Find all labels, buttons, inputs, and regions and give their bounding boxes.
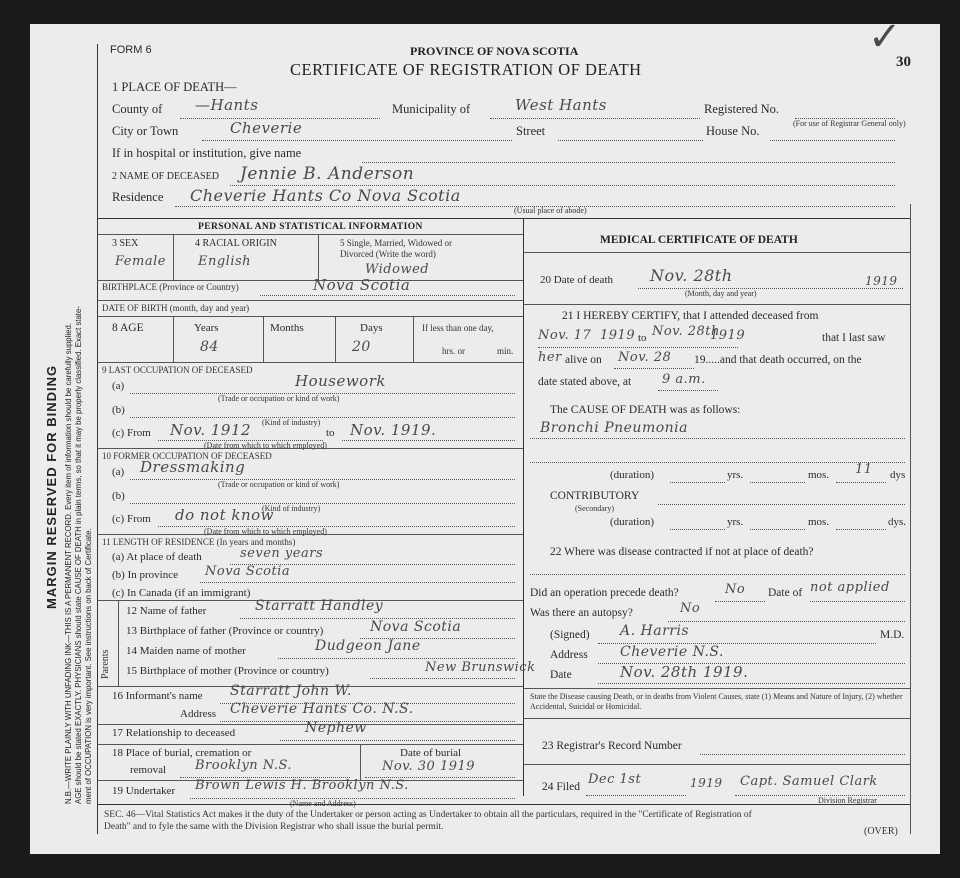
operation-label: Did an operation precede death? [530,587,679,599]
employed-note-1: (Date from which to which employed) [204,441,327,450]
age-months-label: Months [270,322,304,334]
last-occupation-value: Housework [295,372,386,390]
county-label: County of [112,102,163,116]
last-occ-b-label: (b) [112,404,125,416]
usual-abode-note: (Usual place of abode) [514,206,587,215]
informant-address-label: Address [180,708,217,720]
personal-info-heading: PERSONAL AND STATISTICAL INFORMATION [198,222,423,232]
industry-note-2: (Kind of industry) [262,504,321,513]
street-label: Street [516,124,546,138]
province-heading: PROVINCE OF NOVA SCOTIA [410,44,579,58]
municipality-label: Municipality of [392,102,471,116]
undertaker-value: Brown Lewis H. Brooklyn N.S. [195,778,409,793]
disease-contracted-label: 22 Where was disease contracted if not at place of death? [550,546,814,558]
filed-year: 1919 [690,776,723,790]
duration-dys-label-1: dys [890,469,906,481]
contributory-label: CONTRIBUTORY [550,490,640,502]
father-name-label: 12 Name of father [126,605,207,617]
hrs-label: hrs. or [442,346,465,356]
date-of-death-year: 1919 [865,274,898,288]
relationship-value: Nephew [305,720,367,736]
age-days-value: 20 [352,339,371,355]
md-label: M.D. [880,629,905,641]
time-of-death: 9 a.m. [662,372,706,387]
operation-value: No [725,582,746,597]
burial-date-value: Nov. 30 1919 [382,759,476,774]
burial-removal-label: removal [130,764,167,776]
in-canada-label: (c) In Canada (if an immigrant) [112,587,251,599]
last-occ-a-label: (a) [112,380,125,392]
form-left-border [97,44,98,834]
in-province-value: Nova Scotia [205,564,291,579]
registrar-use-note: (For use of Registrar General only) [793,119,906,128]
parents-side-label: Parents [100,649,111,679]
former-occupation-heading: 10 FORMER OCCUPATION OF DECEASED [102,451,272,461]
city-label: City or Town [112,124,179,138]
certificate-title: CERTIFICATE OF REGISTRATION OF DEATH [290,60,642,79]
attended-from-date: Nov. 17 [538,328,592,343]
last-saw-label: that I last saw [822,332,886,344]
house-no-label: House No. [706,124,760,138]
age-label: 8 AGE [112,322,144,334]
informant-address-value: Cheverie Hants Co. N.S. [230,701,414,717]
duration-yrs-label-1: yrs. [727,469,744,481]
mother-name-label: 14 Maiden name of mother [126,645,246,657]
residence-value: Cheverie Hants Co Nova Scotia [190,186,461,205]
father-birthplace-label: 13 Birthplace of father (Province or country) [126,625,324,637]
undertaker-label: 19 Undertaker [112,785,176,797]
duration-days-value: 11 [855,462,873,477]
duration-yrs-label-2: yrs. [727,516,744,528]
relationship-label: 17 Relationship to deceased [112,727,236,739]
last-occ-from-label: (c) From [112,427,151,439]
former-occupation-value: Dressmaking [140,458,246,476]
medical-certificate-heading: MEDICAL CERTIFICATE OF DEATH [600,234,798,246]
former-occ-from-value: do not know [175,506,275,524]
former-occ-from-label: (c) From [112,513,151,525]
autopsy-value: No [680,601,701,616]
informant-name-value: Starratt John W. [230,683,352,699]
last-occ-from-value: Nov. 1912 [170,421,252,439]
city-value: Cheverie [230,119,303,137]
trade-note-2: (Trade or occupation or kind of work) [218,480,340,489]
burial-place-label: 18 Place of burial, cremation or [112,747,252,759]
birthplace-label: BIRTHPLACE (Province or Country) [102,282,239,292]
filed-date: Dec 1st [588,772,642,787]
informant-name-label: 16 Informant's name [112,690,203,702]
employed-note-2: (Date from which to which employed) [204,527,327,536]
attended-to-label: to [638,332,647,344]
margin-note-2: AGE should be stated EXACTLY. PHYSICIANS should state CAUSE OF DEATH in plain terms, so that it may be properly classified. Exact state- [74,306,83,804]
violent-causes-note: State the Disease causing Death, or in deaths from Violent Causes, state (1) Means and Nature of Injury, (2) whether Accidental, Suicidal or Homicidal. [530,692,903,711]
birthplace-value: Nova Scotia [313,276,411,294]
cause-of-death-label: The CAUSE OF DEATH was as follows: [550,404,741,416]
hospital-label: If in hospital or institution, give name [112,146,302,160]
division-registrar-note: Division Registrar [818,796,877,805]
check-mark: ✓ [868,14,903,60]
alive-on-label: alive on [565,354,602,366]
footer-top-border [97,804,910,805]
form-number: FORM 6 [110,44,152,56]
municipality-value: West Hants [515,96,607,114]
residence-length-heading: 11 LENGTH OF RESIDENCE (In years and months) [102,537,296,547]
age-years-label: Years [194,322,219,334]
filed-label: 24 Filed [542,781,581,793]
over-label: (OVER) [864,826,898,837]
in-province-label: (b) In province [112,569,178,581]
industry-note-1: (Kind of industry) [262,418,321,427]
certificate-date-value: Nov. 28th 1919. [620,663,749,681]
marital-status-value: Widowed [365,262,430,277]
racial-origin-value: English [198,254,252,269]
former-occ-a-label: (a) [112,466,125,478]
margin-note-3: ment of OCCUPATION is very important. See instructions on back of Certificate. [84,528,93,804]
father-birthplace-value: Nova Scotia [370,619,462,635]
mother-birthplace-value: New Brunswick [425,660,536,675]
autopsy-label: Was there an autopsy? [530,607,633,619]
registrar-signature: Capt. Samuel Clark [740,774,878,789]
signed-label: (Signed) [550,629,590,641]
date-stated-label: date stated above, at [538,376,632,388]
marital-label-2: Divorced (Write the word) [340,249,436,259]
last-occ-to-label: to [326,427,335,439]
mother-name-value: Dudgeon Jane [315,638,421,654]
attended-to-year: 1919 [710,328,746,343]
registrar-record-label: 23 Registrar's Record Number [542,740,682,752]
attended-to-date: Nov. 28th [652,324,720,339]
operation-date-label: Date of [768,587,803,599]
sex-value: Female [115,254,166,269]
trade-note-1: (Trade or occupation or kind of work) [218,394,340,403]
former-occ-b-label: (b) [112,490,125,502]
duration-dys-label-2: dys. [888,516,907,528]
racial-origin-label: 4 RACIAL ORIGIN [195,238,277,249]
name-deceased-label: 2 NAME OF DECEASED [112,171,219,182]
sex-label: 3 SEX [112,238,139,249]
page-number: 30 [896,54,911,70]
footer-sec-line-2: Death" and to fyle the same with the Division Registrar who shall issue the burial permit. [104,822,444,832]
physician-address-label: Address [550,649,588,661]
footer-sec-line-1: SEC. 46—Vital Statistics Act makes it the duty of the Undertaker or person acting as Undertaker to obtain all the particulars, required in the "Certificate of Registration of [104,810,752,820]
pronoun-value: her [538,350,562,365]
cause-of-death-value: Bronchi Pneumonia [540,420,688,436]
mother-birthplace-label: 15 Birthplace of mother (Province or country) [126,665,329,677]
physician-address-value: Cheverie N.S. [620,644,724,660]
operation-date-value: not applied [810,580,890,595]
last-occupation-heading: 9 LAST OCCUPATION OF DECEASED [102,365,253,375]
physician-signature: A. Harris [620,623,690,639]
at-place-value: seven years [240,546,324,561]
form-right-border [910,204,911,834]
binding-margin-label: MARGIN RESERVED FOR BINDING [44,364,59,609]
attended-from-year: 1919 [600,328,636,343]
age-years-value: 84 [200,339,219,355]
age-days-label: Days [360,322,383,334]
county-value: —Hants [195,96,259,114]
duration-mos-label-1: mos. [808,469,830,481]
certificate-date-label: Date [550,669,572,681]
dob-label: DATE OF BIRTH (month, day and year) [102,303,250,313]
registered-no-label: Registered No. [704,102,779,116]
death-certificate [30,14,940,854]
place-of-death-heading: 1 PLACE OF DEATH— [112,80,237,94]
margin-note-1: N.B.—WRITE PLAINLY WITH UNFADING INK—THIS IS A PERMANENT RECORD. Every item of information should be carefully supplied. [64,323,73,804]
undertaker-name-address-note: (Name and Address) [290,799,356,808]
burial-date-label: Date of burial [400,747,462,759]
duration-mos-label-2: mos. [808,516,830,528]
secondary-note: (Secondary) [575,504,615,513]
duration-label-2: (duration) [610,516,654,528]
less-than-day-label: If less than one day, [422,323,494,333]
alive-on-date: Nov. 28 [618,350,672,365]
residence-label: Residence [112,190,164,204]
at-place-label: (a) At place of death [112,551,202,563]
marital-label-1: 5 Single, Married, Widowed or [340,238,452,248]
burial-place-value: Brooklyn N.S. [195,758,293,773]
date-of-death-value: Nov. 28th [650,266,733,285]
alive-on-tail: 19.....and that death occurred, on the [694,354,862,366]
min-label: min. [497,346,514,356]
duration-label-1: (duration) [610,469,654,481]
father-name-value: Starratt Handley [255,598,384,614]
deceased-name: Jennie B. Anderson [240,164,415,184]
month-day-year-note: (Month, day and year) [685,289,757,298]
date-of-death-label: 20 Date of death [540,274,613,286]
table-top-border [97,218,910,219]
last-occ-to-value: Nov. 1919. [350,421,437,439]
certify-statement: 21 I HEREBY CERTIFY, that I attended deceased from [562,310,819,322]
